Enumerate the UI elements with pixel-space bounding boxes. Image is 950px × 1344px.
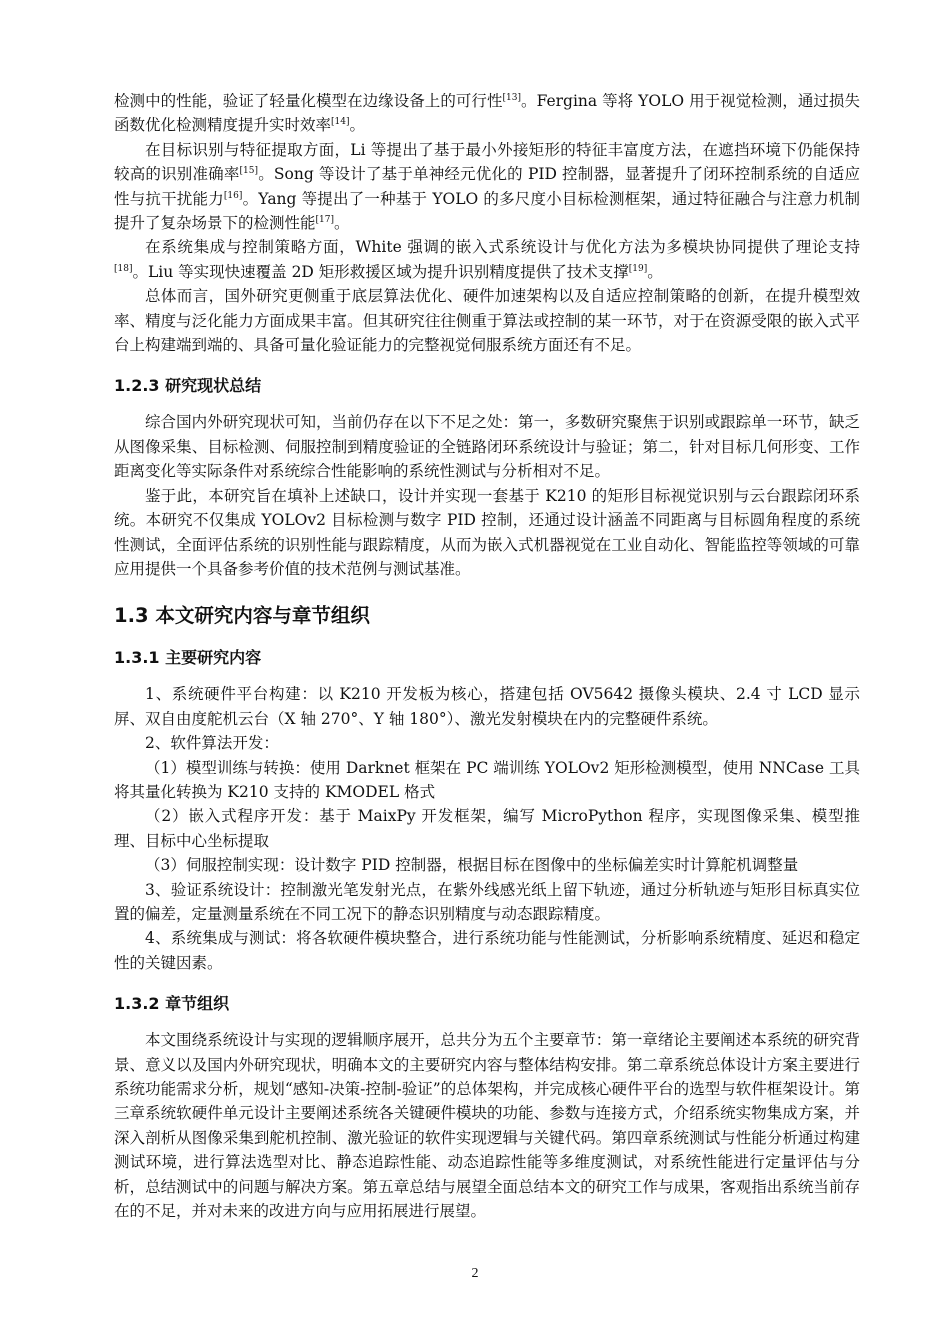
- list-item: 3、验证系统设计：控制激光笔发射光点，在紫外线感光纸上留下轨迹，通过分析轨迹与矩形目标真实位置的偏差，定量测量系统在不同工况下的静态识别精度与动态跟踪精度。: [114, 880, 860, 923]
- paragraph: 鉴于此，本研究旨在填补上述缺口，设计并实现一套基于 K210 的矩形目标视觉识别与云台跟踪闭环系统。本研究不仅集成 YOLOv2 目标检测与数字 PID 控制，还通过设计涵盖不同距离与目标圆角程度的系统性测试，全面评估系统的识别性能与跟踪精度，从而为嵌入式机器视觉在工业自动化、智能监控等领域的可靠应用提供一个具备参考价值的技术范例与测试基准。: [114, 486, 860, 578]
- citation: [13]: [502, 92, 521, 103]
- section-heading-1-3-2: 1.3.2 章节组织: [114, 994, 230, 1014]
- paragraph: 在目标识别与特征提取方面，Li 等提出了基于最小外接矩形的特征丰富度方法，在遮挡环境下仍能保持较高的识别准确率[15]。Song 等设计了基于单神经元优化的 PID 控制器，显著提升了闭环控制系统的自适应性与抗干扰能力[16]。Yang 等提出了一种基于 YOLO 的多尺度小目标检测框架，通过特征融合与注意力机制提升了复杂场景下的检测性能[17]。: [114, 140, 860, 233]
- document-page: [114, 89, 860, 1223]
- paragraph: 在系统集成与控制策略方面，White 强调的嵌入式系统设计与优化方法为多模块协同提供了理论支持[18]。Liu 等实现快速覆盖 2D 矩形救援区域为提升识别精度提供了技术支撑[19]。: [114, 238, 860, 281]
- section-heading-1-3-1: 1.3.1 主要研究内容: [114, 648, 262, 668]
- section-heading-1-3: 1.3 本文研究内容与章节组织: [114, 604, 370, 628]
- citation: [17]: [315, 214, 334, 225]
- paragraph: 本文围绕系统设计与实现的逻辑顺序展开，总共分为五个主要章节：第一章绪论主要阐述本系统的研究背景、意义以及国内外研究现状，明确本文的主要研究内容与整体结构安排。第二章系统总体设计方案主要进行系统功能需求分析，规划“感知-决策-控制-验证”的总体架构，并完成核心硬件平台的选型与软件框架设计。第三章系统软硬件单元设计主要阐述系统各关键硬件模块的功能、参数与连接方式，介绍系统实物集成方案，并深入剖析从图像采集到舵机控制、激光验证的软件实现逻辑与关键代码。第四章系统测试与性能分析通过构建测试环境，进行算法选型对比、静态追踪性能、动态追踪性能等多维度测试，对系统性能进行定量评估与分析，总结测试中的问题与解决方案。第五章总结与展望全面总结本文的研究工作与成果，客观指出系统当前存在的不足，并对未来的改进方向与应用拓展进行展望。: [114, 1031, 860, 1221]
- citation: [15]: [239, 166, 259, 177]
- citation: [19]: [628, 263, 648, 274]
- section-heading-1-2-3: 1.2.3 研究现状总结: [114, 376, 262, 396]
- list-item: 1、系统硬件平台构建：以 K210 开发板为核心，搭建包括 OV5642 摄像头模块、2.4 寸 LCD 显示屏、双自由度舵机云台（X 轴 270°、Y 轴 180°）、激光发射模块在内的完整硬件系统。: [114, 685, 860, 728]
- list-item: 2、软件算法开发：: [145, 734, 279, 753]
- citation: [14]: [331, 117, 350, 128]
- paragraph: 检测中的性能，验证了轻量化模型在边缘设备上的可行性[13]。Fergina 等将 YOLO 用于视觉检测，通过损失函数优化检测精度提升实时效率[14]。: [114, 92, 860, 135]
- page-number: 2: [471, 1266, 479, 1281]
- citation: [18]: [114, 263, 133, 274]
- paragraph: 综合国内外研究现状可知，当前仍存在以下不足之处：第一，多数研究聚焦于识别或跟踪单一环节，缺乏从图像采集、目标检测、伺服控制到精度验证的全链路闭环系统设计与验证；第二，针对目标几何形变、工作距离变化等实际条件对系统综合性能影响的系统性测试与分析相对不足。: [114, 413, 860, 481]
- list-item: （3）伺服控制实现：设计数字 PID 控制器，根据目标在图像中的坐标偏差实时计算舵机调整量: [145, 856, 799, 875]
- citation: [16]: [223, 190, 243, 201]
- list-item: （2）嵌入式程序开发：基于 MaixPy 开发框架，编写 MicroPython 程序，实现图像采集、模型推理、目标中心坐标提取: [114, 807, 860, 850]
- list-item: 4、系统集成与测试：将各软硬件模块整合，进行系统功能与性能测试，分析影响系统精度、延迟和稳定性的关键因素。: [114, 929, 860, 972]
- paragraph: 总体而言，国外研究更侧重于底层算法优化、硬件加速架构以及自适应控制策略的创新，在提升模型效率、精度与泛化能力方面成果丰富。但其研究往往侧重于算法或控制的某一环节，对于在资源受限的嵌入式平台上构建端到端的、具备可量化验证能力的完整视觉伺服系统方面还有不足。: [114, 287, 860, 355]
- list-item: （1）模型训练与转换：使用 Darknet 框架在 PC 端训练 YOLOv2 矩形检测模型，使用 NNCase 工具将其量化转换为 K210 支持的 KMODEL 格式: [114, 758, 860, 801]
